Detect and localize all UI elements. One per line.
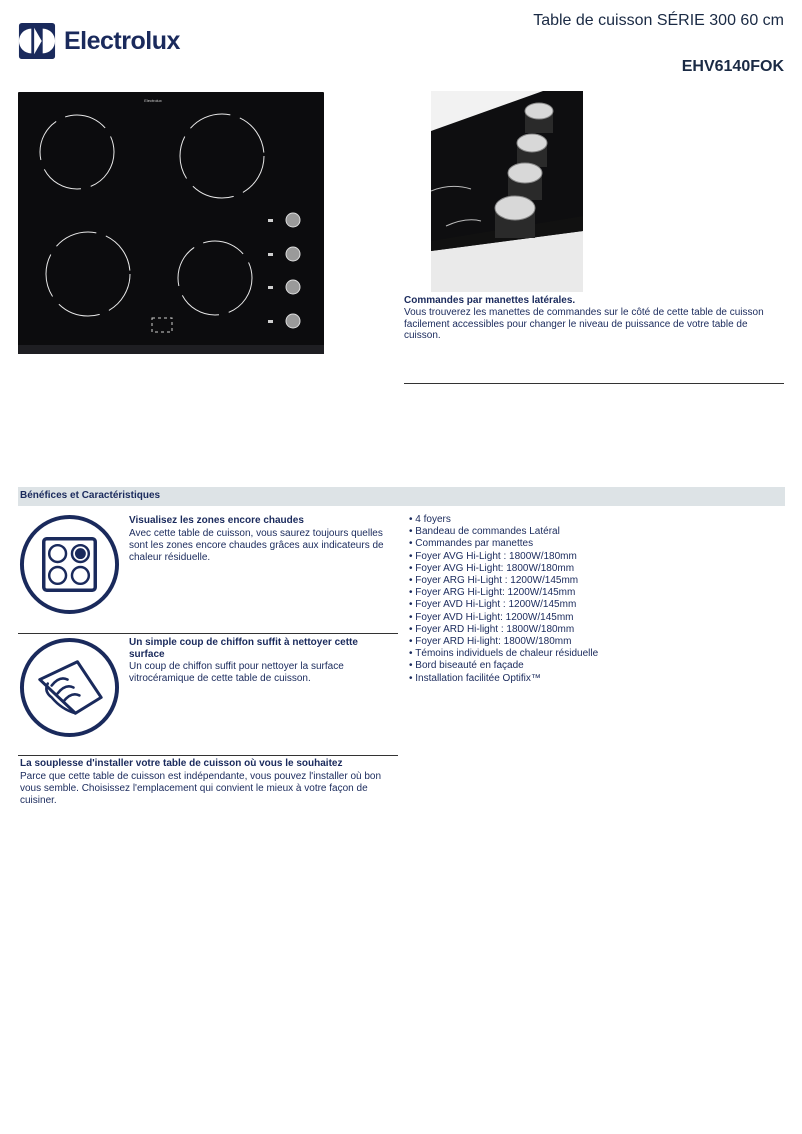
knob-detail-drawing [431, 91, 583, 292]
knob-feature-title: Commandes par manettes latérales. [404, 295, 576, 306]
list-item: • Foyer AVD Hi-Light : 1200W/145mm [409, 599, 598, 611]
product-title: Table de cuisson SÉRIE 300 60 cm [533, 12, 784, 29]
brand-name: Electrolux [64, 26, 180, 55]
cooking-zone-rear-left [40, 115, 114, 189]
hob-knobs [268, 213, 300, 328]
benefit-separator [18, 755, 398, 756]
benefit-title-cleaning: Un simple coup de chiffon suffit à nettoyer cette surface [129, 637, 358, 660]
list-item: • Foyer ARG Hi-Light: 1200W/145mm [409, 587, 598, 599]
benefit-title-installation: La souplesse d'installer votre table de cuisson où vous le souhaitez [20, 758, 343, 769]
list-item: • Foyer ARG Hi-Light : 1200W/145mm [409, 575, 598, 587]
list-item: • Foyer ARD Hi-light: 1800W/180mm [409, 636, 598, 648]
list-item: • Bord biseauté en façade [409, 660, 598, 672]
hob-drawing [18, 92, 324, 354]
knob-detail-photo [431, 91, 583, 292]
feature-list [409, 514, 598, 685]
hob-product-image [18, 92, 324, 354]
list-item: • Foyer AVG Hi-Light: 1800W/180mm [409, 563, 598, 575]
divider [404, 383, 784, 384]
list-item: • Foyer ARD Hi-light : 1800W/180mm [409, 624, 598, 636]
brand-logo [18, 21, 188, 61]
list-item: • Installation facilitée Optifix™ [409, 673, 598, 685]
electrolux-logo-icon [18, 22, 56, 60]
list-item: • Bandeau de commandes Latéral [409, 526, 598, 538]
list-item: • Foyer AVG Hi-Light : 1800W/180mm [409, 551, 598, 563]
cooking-zone-front-right [178, 241, 252, 315]
heat-indicator [152, 318, 172, 332]
cooking-zone-front-left [46, 232, 130, 316]
section-header [18, 487, 785, 506]
knob-feature-text: Vous trouverez les manettes de commandes sur le côté de cette table de cuisson facilement accessibles pour changer le niveau de puissance de votre table de cuisson. [404, 307, 764, 341]
hob-brand-text: Electrolux [144, 98, 162, 103]
model-number: EHV6140FOK [681, 58, 784, 75]
list-item: • Commandes par manettes [409, 538, 598, 550]
hob-edge [18, 345, 324, 354]
cooking-zone-rear-right [180, 114, 264, 198]
benefit-separator [18, 633, 398, 634]
hob-zones-icon [18, 513, 121, 616]
benefit-text-cleaning: Un coup de chiffon suffit pour nettoyer la surface vitrocéramique de cette table de cuisson. [129, 661, 344, 684]
benefit-text-installation: Parce que cette table de cuisson est indépendante, vous pouvez l'installer où bon vous semble. Choisissez l'emplacement qui convient le mieux à votre façon de cuisiner. [20, 771, 382, 806]
list-item: • 4 foyers [409, 514, 598, 526]
cloth-wipe-icon [18, 636, 121, 739]
benefit-title-hot-zones: Visualisez les zones encore chaudes [129, 515, 304, 526]
list-item: • Foyer AVD Hi-Light: 1200W/145mm [409, 612, 598, 624]
benefit-text-hot-zones: Avec cette table de cuisson, vous saurez toujours quelles sont les zones encore chaudes grâces aux indicateurs de chaleur résiduelle. [129, 528, 384, 563]
section-title: Bénéfices et Caractéristiques [20, 490, 161, 501]
list-item: • Témoins individuels de chaleur résiduelle [409, 648, 598, 660]
